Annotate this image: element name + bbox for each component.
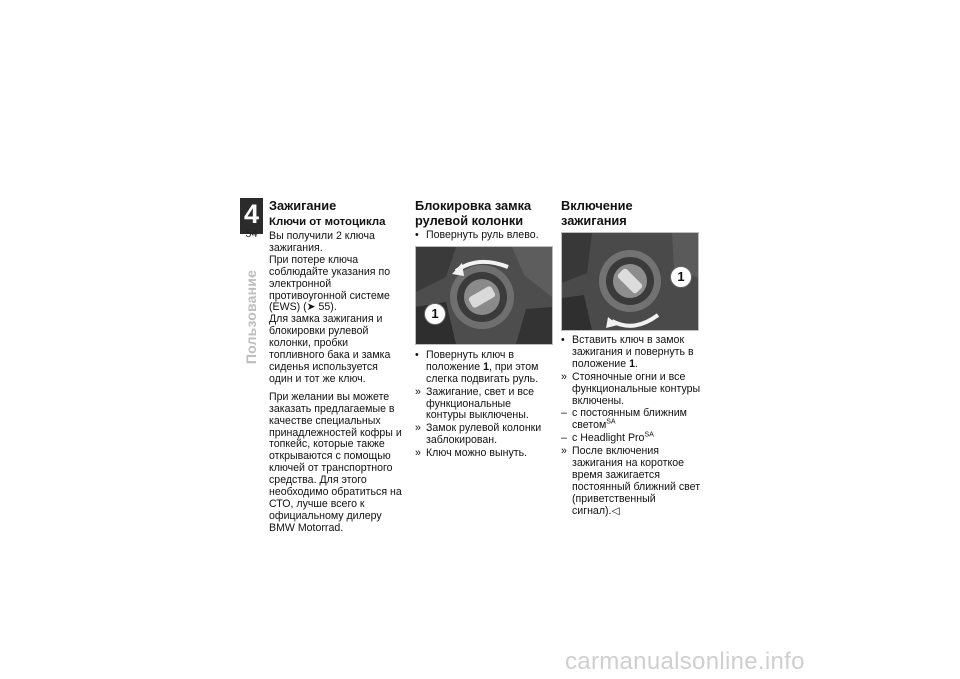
special-accessory-mark: SA: [606, 418, 616, 426]
result-item: [561, 372, 701, 408]
result-marker: »: [561, 370, 567, 383]
special-accessory-mark: SA: [644, 431, 654, 439]
option-item: [561, 433, 701, 445]
instruction-step: [561, 335, 701, 371]
column-steering-lock: [415, 198, 553, 461]
result-item: [415, 448, 553, 460]
result-text: Замок рулевой колонки заблокирован.: [426, 422, 542, 447]
position-number: 1: [629, 357, 635, 370]
option-text: с Headlight Pro: [572, 432, 645, 445]
subsection-title-keys: Ключи от мотоцикла: [269, 216, 386, 228]
column-keys: [269, 198, 404, 535]
page-number: 54: [245, 228, 258, 240]
column-ignition-on: [561, 198, 701, 519]
instruction-text: , при этом слегка подвигать руль.: [426, 360, 539, 385]
ignition-figure: [561, 232, 699, 331]
result-marker: »: [561, 445, 567, 458]
bullet-marker: •: [415, 229, 419, 241]
result-text: Зажигание, свет и все функциональные контуры выключены.: [426, 385, 535, 422]
steering-lock-figure: [415, 246, 553, 345]
result-item: [415, 423, 553, 447]
reference-arrow-icon: ➤: [306, 301, 316, 314]
result-marker: »: [415, 447, 421, 460]
figure-callout-1: 1: [424, 303, 446, 325]
chapter-number: 4: [243, 199, 260, 229]
instruction-step: [415, 230, 553, 242]
figure-callout-1: 1: [670, 266, 692, 288]
page-reference-link[interactable]: 55).: [318, 301, 337, 314]
paragraph: При потере ключа соблюдайте указания по электронной противоугонной системе (EWS) (➤ 55).: [269, 253, 391, 314]
paragraph: Вы получили 2 ключа зажигания.: [269, 230, 375, 254]
option-item: [561, 408, 701, 432]
section-title-steering-lock: Блокировка замка рулевой колонки: [415, 198, 532, 228]
chapter-label: Пользование: [243, 269, 259, 365]
paragraph: Для замка зажигания и блокировки рулевой колонки, пробки топливного бака и замка сиденья используется один и тот же ключ.: [269, 313, 391, 385]
result-marker: »: [415, 385, 421, 398]
dash-marker: –: [561, 407, 567, 420]
ignition-lock-image: [416, 247, 552, 344]
dash-marker: –: [561, 432, 567, 445]
section-title-ignition-on: Включение зажигания: [561, 198, 633, 228]
instruction-text: .: [634, 357, 638, 370]
section-title-ignition: Зажигание: [269, 198, 337, 213]
instruction-step: [415, 350, 553, 386]
instruction-text: Повернуть ключ в положение: [426, 348, 514, 373]
paragraph-text: При потере ключа соблюдайте указания по электронной противоугонной системе (EWS): [269, 253, 391, 314]
result-marker: »: [415, 422, 421, 435]
result-item: [561, 446, 701, 517]
result-item: [415, 387, 553, 423]
bullet-marker: •: [415, 348, 419, 361]
option-text: с постоянным ближним светом: [572, 407, 687, 432]
bullet-marker: •: [561, 334, 565, 346]
watermark: carmanualsonline.info: [565, 648, 805, 675]
result-text: После включения зажигания на короткое время зажигается постоянный ближний свет (приветственный сигнал).: [572, 445, 701, 517]
position-number: 1: [483, 360, 489, 373]
instruction-text: Повернуть руль влево.: [426, 229, 539, 241]
result-text: Стояночные огни и все функциональные контуры включены.: [572, 370, 701, 407]
end-of-section-icon: ◁: [611, 504, 620, 517]
instruction-text: Вставить ключ в замок зажигания и повернуть в положение: [572, 334, 694, 370]
paragraph: При желании вы можете заказать предлагаемые в качестве специальных принадлежностей кофры и топкейс, которые также открываются с помощью ключей от транспортного средства. Для этого необходимо обратиться на СТО, лучше всего к официальному дилеру BMW Motorrad.: [269, 390, 402, 534]
result-text: Ключ можно вынуть.: [426, 447, 528, 460]
